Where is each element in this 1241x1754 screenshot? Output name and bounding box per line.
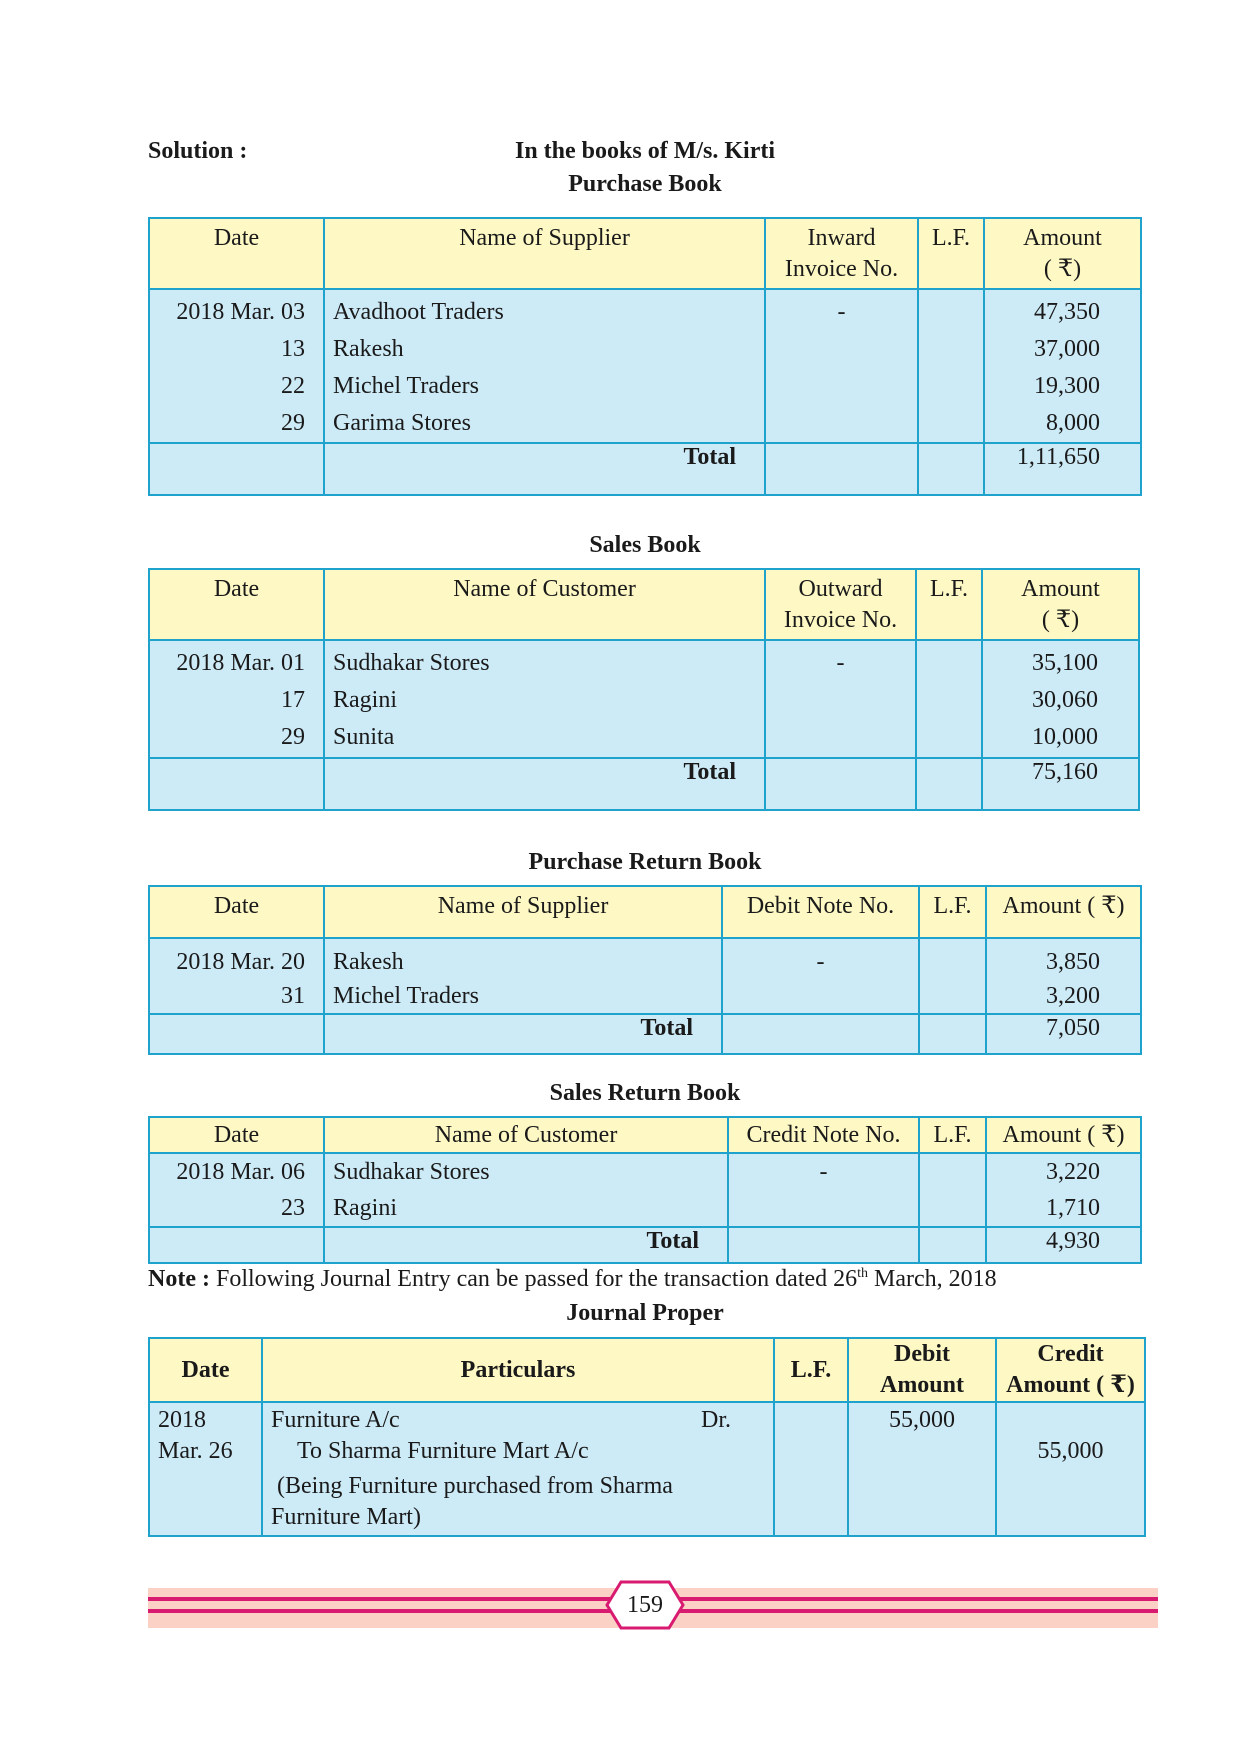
total-label: Total xyxy=(324,443,765,495)
header-name: Name of Customer xyxy=(324,569,765,640)
date-column xyxy=(149,289,324,443)
customer-name: Sudhakar Stores xyxy=(333,650,490,676)
amount-cell: 3,200 xyxy=(1046,983,1100,1009)
date-column xyxy=(149,938,324,1014)
purchase-return-book-title: Purchase Return Book xyxy=(528,849,762,875)
header-lf: L.F. xyxy=(918,218,984,289)
invoice-cell: - xyxy=(836,650,845,676)
header-amount: Amount ( ₹) xyxy=(986,886,1141,938)
total-empty xyxy=(722,1014,919,1054)
header-amount xyxy=(984,218,1141,289)
sales-book-title: Sales Book xyxy=(589,532,701,558)
dr-label: Dr. xyxy=(701,1407,731,1433)
header-amount: Amount ( ₹) xyxy=(986,1117,1141,1153)
narration-line1: (Being Furniture purchased from Sharma xyxy=(277,1473,673,1499)
total-amount: 7,050 xyxy=(986,1014,1141,1054)
debit-amount: 55,000 xyxy=(889,1407,955,1433)
amount-cell: 3,850 xyxy=(1046,949,1100,975)
customer-name: Ragini xyxy=(333,1195,397,1221)
purchase-return-book-table xyxy=(148,885,1142,1055)
page-number: 159 xyxy=(627,1592,663,1618)
total-empty xyxy=(765,443,918,495)
header-lf: L.F. xyxy=(919,1117,986,1153)
lf-column xyxy=(918,289,984,443)
note-superscript: th xyxy=(857,1266,869,1281)
header-date: Date xyxy=(149,886,324,938)
journal-debit-column xyxy=(848,1402,996,1536)
total-label: Total xyxy=(324,1227,728,1263)
total-empty xyxy=(149,758,324,810)
header-amount xyxy=(982,569,1139,640)
header-invoice-line2: Invoice No. xyxy=(783,607,898,633)
header-lf: L.F. xyxy=(919,886,986,938)
lf-column xyxy=(919,938,986,1014)
date-cell: 17 xyxy=(281,687,305,713)
header-debit-line2: Amount xyxy=(879,1372,964,1398)
date-cell: 13 xyxy=(281,336,305,362)
invoice-column xyxy=(765,289,918,443)
books-title: In the books of M/s. Kirti xyxy=(514,138,775,164)
amount-column xyxy=(982,640,1139,758)
header-credit-amount xyxy=(996,1338,1145,1402)
purchase-book-table xyxy=(148,217,1142,496)
note-text-before: Following Journal Entry can be passed for the transaction dated 26 xyxy=(215,1266,858,1292)
journal-lf-column xyxy=(774,1402,848,1536)
header-lf: L.F. xyxy=(916,569,982,640)
total-empty xyxy=(728,1227,919,1263)
header-amount-line1: Amount xyxy=(1021,576,1100,602)
total-empty xyxy=(149,1014,324,1054)
credit-account: To Sharma Furniture Mart A/c xyxy=(297,1438,589,1464)
credit-amount: 55,000 xyxy=(1037,1438,1104,1464)
credit-note-column xyxy=(728,1153,919,1227)
journal-date-line: Mar. 26 xyxy=(158,1438,233,1464)
date-cell: 2018 Mar. 01 xyxy=(176,650,305,676)
sales-return-book-title: Sales Return Book xyxy=(549,1080,741,1106)
total-empty xyxy=(918,443,984,495)
supplier-name: Michel Traders xyxy=(333,983,479,1009)
name-column xyxy=(324,289,765,443)
header-credit-line1: Credit xyxy=(1037,1341,1104,1367)
header-credit-note: Credit Note No. xyxy=(728,1117,919,1153)
journal-date-column xyxy=(149,1402,262,1536)
date-column xyxy=(149,640,324,758)
amount-cell: 1,710 xyxy=(1046,1195,1100,1221)
total-empty xyxy=(765,758,916,810)
invoice-column xyxy=(765,640,916,758)
supplier-name: Michel Traders xyxy=(333,373,479,399)
header-lf: L.F. xyxy=(774,1338,848,1402)
header-amount-line2: ( ₹) xyxy=(1043,256,1082,282)
header-amount-line1: Amount xyxy=(1023,225,1102,251)
total-empty xyxy=(149,1227,324,1263)
amount-column xyxy=(986,938,1141,1014)
solution-label: Solution : xyxy=(148,138,248,164)
amount-column xyxy=(986,1153,1141,1227)
header-date: Date xyxy=(149,1338,262,1402)
note-line xyxy=(148,1266,997,1293)
journal-title: Journal Proper xyxy=(566,1300,724,1326)
lf-column xyxy=(919,1153,986,1227)
header-invoice xyxy=(765,218,918,289)
credit-note-cell: - xyxy=(819,1159,828,1185)
header-particulars: Particulars xyxy=(262,1338,774,1402)
supplier-name: Avadhoot Traders xyxy=(333,299,504,325)
amount-cell: 8,000 xyxy=(1046,410,1100,436)
customer-name: Sudhakar Stores xyxy=(333,1159,490,1185)
amount-cell: 47,350 xyxy=(1034,299,1100,325)
header-date: Date xyxy=(149,218,324,289)
amount-cell: 3,220 xyxy=(1046,1159,1100,1185)
amount-column xyxy=(984,289,1141,443)
header-name: Name of Supplier xyxy=(324,218,765,289)
debit-account: Furniture A/c xyxy=(271,1407,400,1433)
date-cell: 2018 Mar. 03 xyxy=(176,299,305,325)
journal-credit-column xyxy=(996,1402,1145,1536)
supplier-name: Garima Stores xyxy=(333,410,471,436)
header-debit-amount xyxy=(848,1338,996,1402)
debit-note-cell: - xyxy=(816,949,825,975)
date-cell: 2018 Mar. 20 xyxy=(176,949,305,975)
total-amount: 4,930 xyxy=(986,1227,1141,1263)
header-invoice-line2: Invoice No. xyxy=(784,256,899,282)
name-column xyxy=(324,1153,728,1227)
header-invoice xyxy=(765,569,916,640)
header-debit-line1: Debit xyxy=(894,1341,950,1367)
customer-name: Ragini xyxy=(333,687,397,713)
invoice-cell: - xyxy=(837,299,846,325)
amount-cell: 35,100 xyxy=(1032,650,1098,676)
header-date: Date xyxy=(149,569,324,640)
customer-name: Sunita xyxy=(333,724,395,750)
sales-book-table xyxy=(148,568,1140,811)
total-empty xyxy=(916,758,982,810)
amount-cell: 30,060 xyxy=(1032,687,1098,713)
name-column xyxy=(324,938,722,1014)
total-empty xyxy=(919,1227,986,1263)
header-date: Date xyxy=(149,1117,324,1153)
journal-debit-entry xyxy=(271,1405,773,1436)
journal-table xyxy=(148,1337,1146,1537)
header-invoice-line1: Inward xyxy=(807,225,876,251)
header-amount-line2: ( ₹) xyxy=(1041,607,1080,633)
total-empty xyxy=(149,443,324,495)
date-column xyxy=(149,1153,324,1227)
date-cell: 23 xyxy=(281,1195,305,1221)
lf-column xyxy=(916,640,982,758)
total-label: Total xyxy=(324,1014,722,1054)
header-invoice-line1: Outward xyxy=(798,576,883,602)
purchase-book-title: Purchase Book xyxy=(568,171,722,197)
supplier-name: Rakesh xyxy=(333,949,404,975)
note-label: Note : xyxy=(148,1266,210,1292)
journal-date-line: 2018 xyxy=(158,1407,206,1433)
supplier-name: Rakesh xyxy=(333,336,404,362)
amount-cell: 10,000 xyxy=(1032,724,1098,750)
header-credit-line2: Amount ( ₹) xyxy=(1006,1372,1135,1398)
total-label: Total xyxy=(324,758,765,810)
header-name: Name of Customer xyxy=(324,1117,728,1153)
debit-note-column xyxy=(722,938,919,1014)
total-amount: 75,160 xyxy=(982,758,1139,810)
journal-particulars-column xyxy=(262,1402,774,1536)
header-name: Name of Supplier xyxy=(324,886,722,938)
sales-return-book-table xyxy=(148,1116,1142,1264)
date-cell: 2018 Mar. 06 xyxy=(176,1159,305,1185)
total-amount: 1,11,650 xyxy=(984,443,1141,495)
name-column xyxy=(324,640,765,758)
date-cell: 29 xyxy=(281,410,305,436)
note-text-after: March, 2018 xyxy=(868,1266,997,1292)
narration-line2: Furniture Mart) xyxy=(271,1504,421,1530)
amount-cell: 19,300 xyxy=(1034,373,1100,399)
header-debit-note: Debit Note No. xyxy=(722,886,919,938)
date-cell: 31 xyxy=(281,983,305,1009)
date-cell: 22 xyxy=(281,373,305,399)
amount-cell: 37,000 xyxy=(1034,336,1100,362)
date-cell: 29 xyxy=(281,724,305,750)
total-empty xyxy=(919,1014,986,1054)
